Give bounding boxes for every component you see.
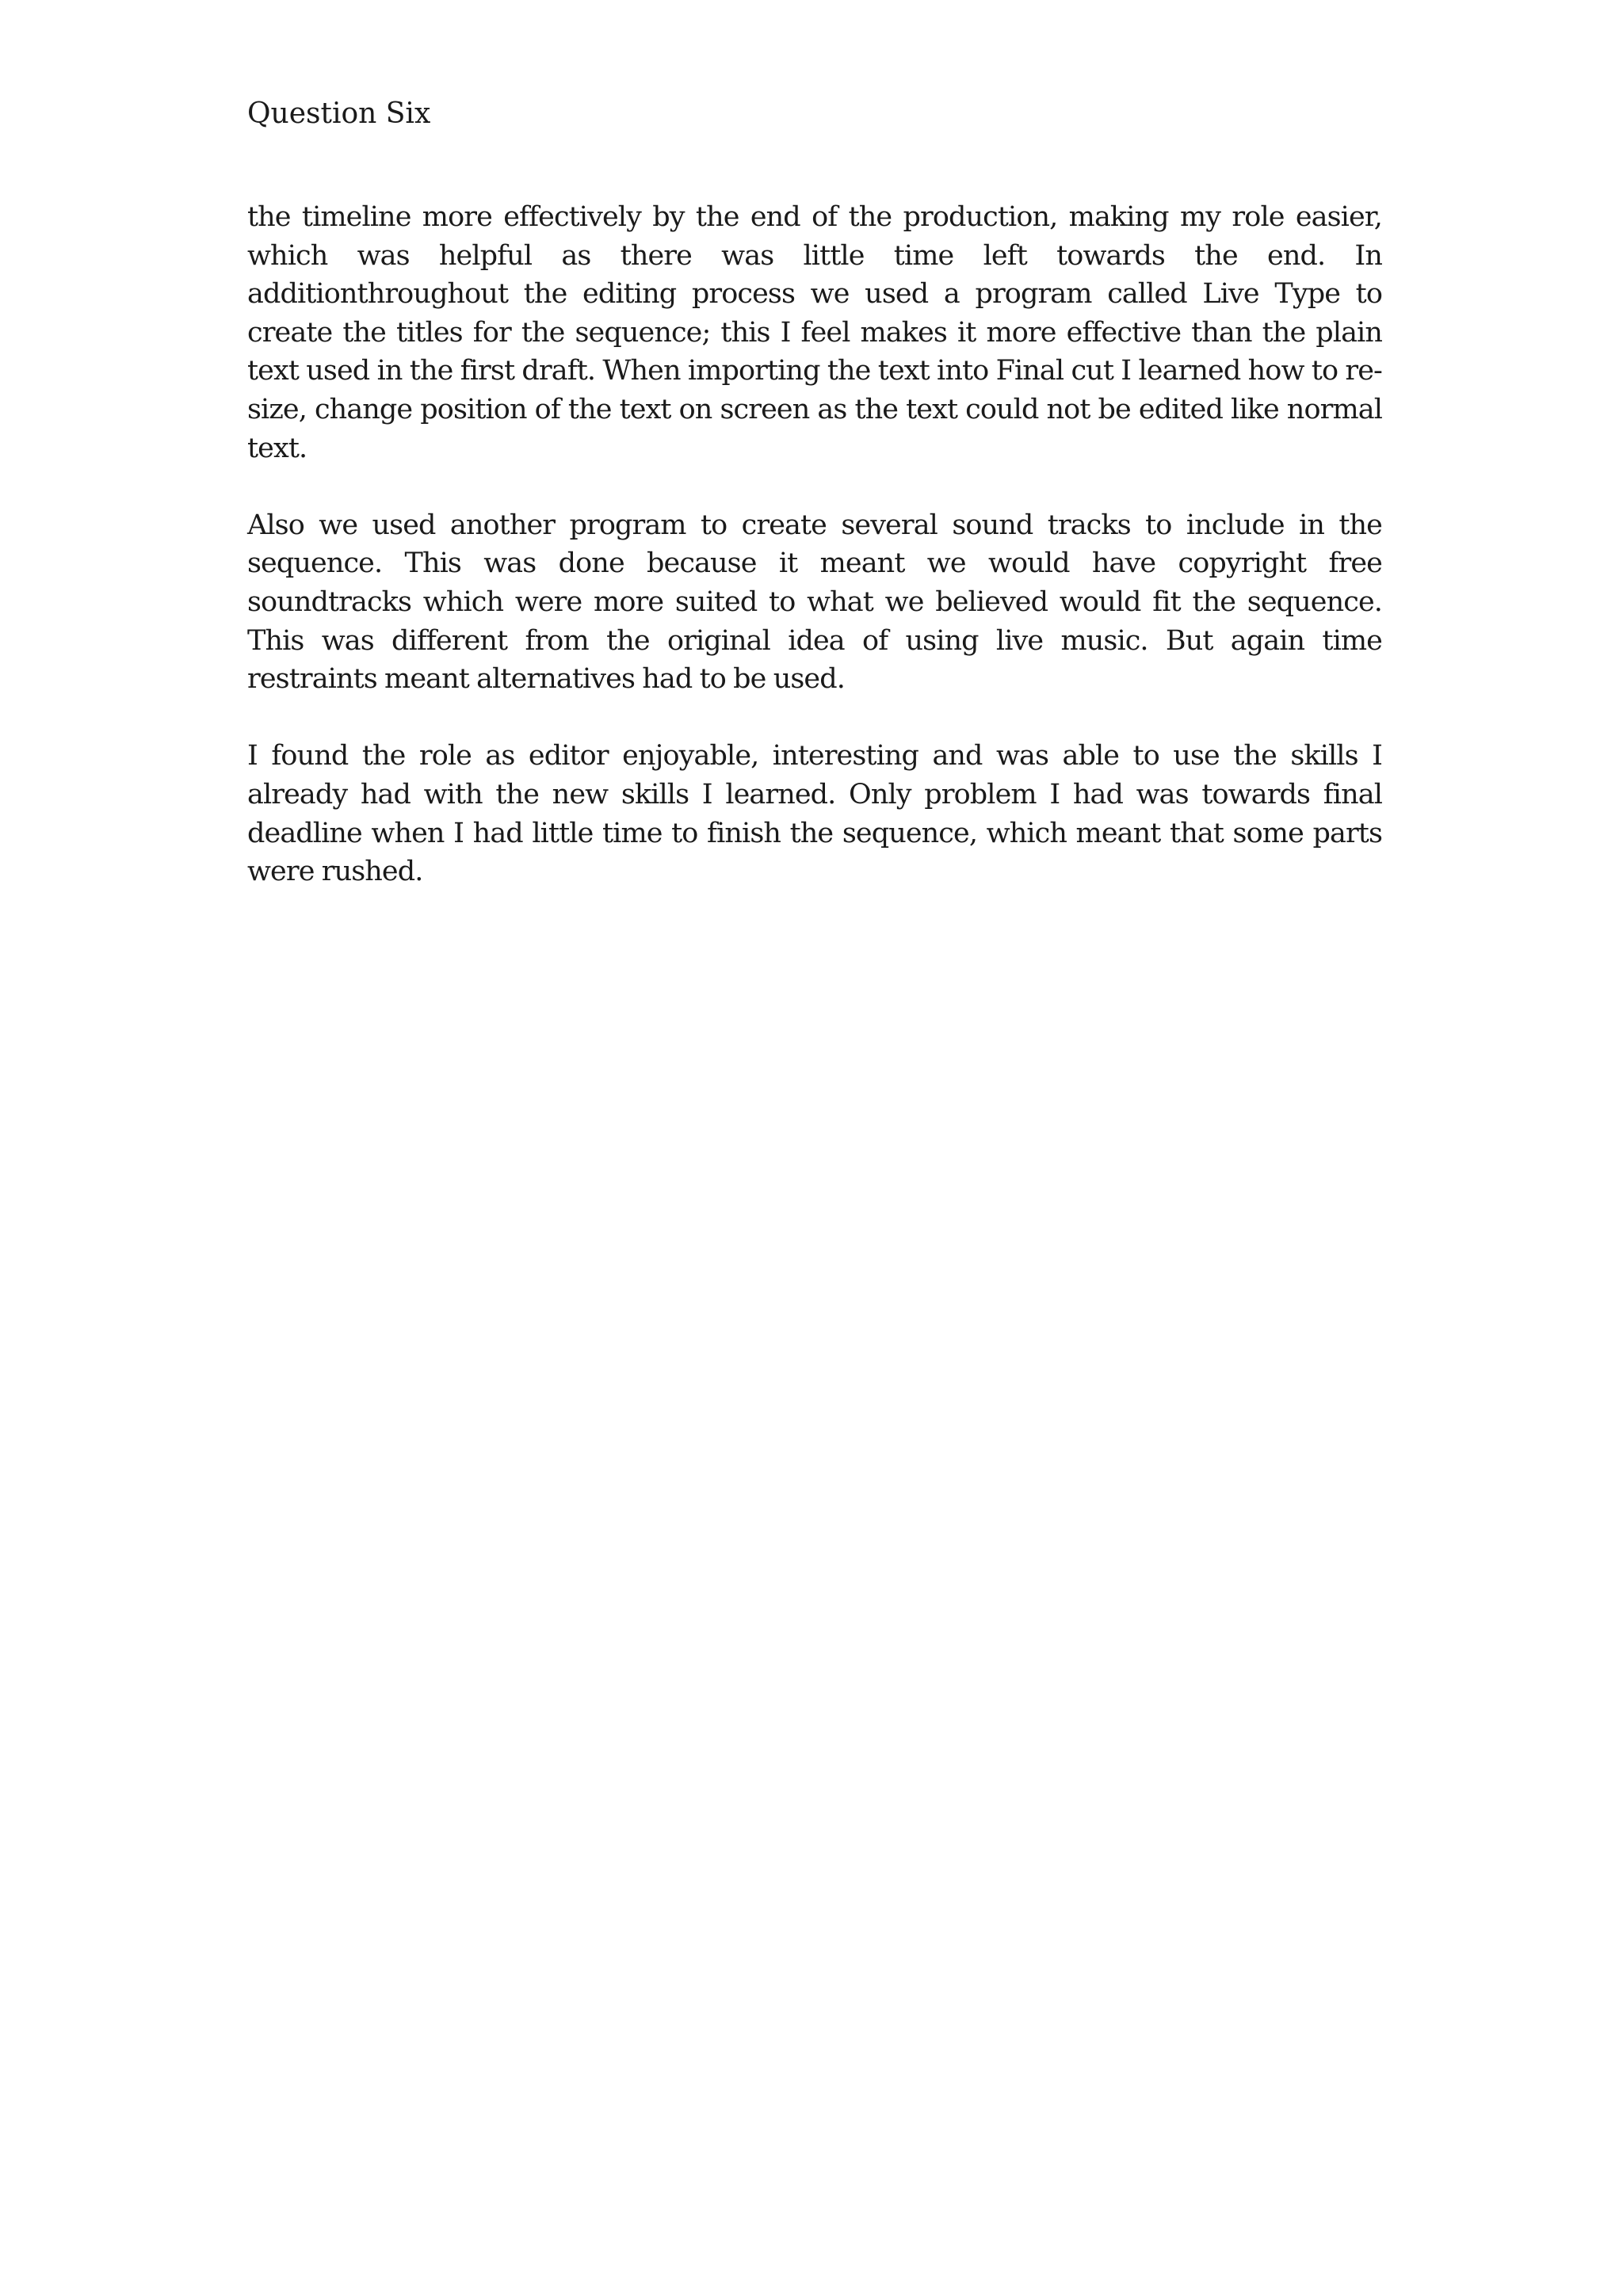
paragraph-1: the timeline more effectively by the end of the production, making my role easier, which was helpful as there was little time left towards the end. In additionthroughout the editing process we used a program called Live Type to create the titles for the sequence; this I feel makes it more effective than the plain text used in the first draft. When importing the text into Final cut I learned how to re-size, change position of the text on screen as the text could not be edited like normal text.	[247, 201, 1382, 464]
paragraph-2: Also we used another program to create several sound tracks to include in the sequence. This was done because it meant we would have copyright free soundtracks which were more suited to what we believed would fit the sequence. This was different from the original idea of using live music. But again time restraints meant alternatives had to be used.	[247, 509, 1382, 696]
document-body	[247, 198, 1382, 891]
paragraph-3: I found the role as editor enjoyable, interesting and was able to use the skills I already had with the new skills I learned. Only problem I had was towards final deadline when I had little time to finish the sequence, which meant that some parts were rushed.	[247, 740, 1382, 888]
page-header: Question Six	[247, 97, 431, 130]
